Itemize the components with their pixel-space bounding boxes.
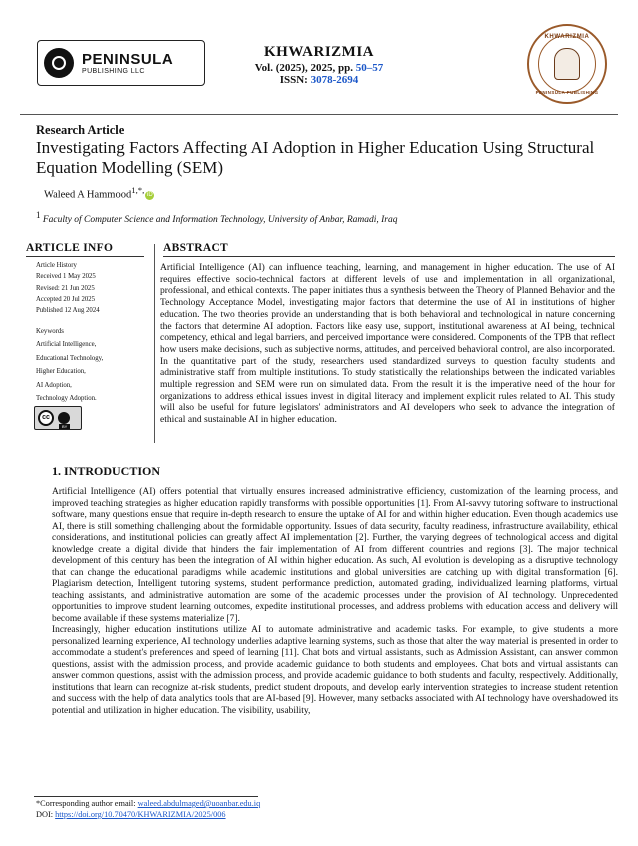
seal-top-text: KHWARIZMIA <box>544 34 590 40</box>
keyword-item: Artificial Intelligence, <box>36 341 97 349</box>
journal-seal-logo <box>527 24 607 104</box>
keywords-label: Keywords <box>36 328 64 335</box>
keyword-item: AI Adoption, <box>36 381 72 389</box>
corresponding-author: *Corresponding author email: waleed.abdulmaged@uoanbar.edu.iq <box>36 799 261 808</box>
author-name: Waleed A Hammood <box>44 189 132 201</box>
article-history <box>36 260 100 316</box>
affiliation <box>36 210 398 225</box>
history-line: Revised: 21 Jun 2025 <box>36 284 95 292</box>
seal-bottom-text: PENINSULA PUBLISHING <box>535 90 599 95</box>
attribution-person-icon <box>58 412 70 424</box>
abstract-text: Artificial Intelligence (AI) can influence teaching, learning, and management in higher education. The use of AI requires effective socio-technical factors at different levels of use and implementation in all organizational, professional, and ethical contexts. The paper initiates thus a synthesis between the Theory of Planned Behavior and the Technology Acceptance Model, investigating major factors that determine the use of AI in institutions of higher education. The two theories provide an understanding that is both behavioral and technological in nature concerning the factors that determine AI adoption. Factors like easy use, support, institutional awareness at AI being, technical competency, ethical and legal barriers, and perceived importance were considered. Components of the TPB that reflect how users make decisions, such as subjective norms, attitudes, and perceived behavioral control, are also incorporated. In the quantitative part of the study, researchers used standardized surveys to question faculty students and administrative staff from multiple institutions. To study statistically the relationships between the indicated variables multiple regression and SEM were run on simulated data. From the result it is the imperative need of the hour for organizations to address ethical issues invest in digital literacy and implement explicit rules related to AI. This study will also be useful for future legislators' administrators and AI developers who seek to advance the integration of ethical and sustainable AI in higher education. <box>160 262 615 426</box>
history-line: Received 1 May 2025 <box>36 273 96 281</box>
journal-name: KHWARIZMIA <box>263 44 374 60</box>
affiliation-superscript: 1 <box>36 210 41 220</box>
cc-by-license-badge[interactable] <box>34 406 82 430</box>
journal-issn-link[interactable]: 3078-2694 <box>310 74 359 86</box>
author-superscript: 1,*, <box>131 185 145 195</box>
doi-line: DOI: https://doi.org/10.70470/KHWARIZMIA/2025/006 <box>36 810 226 819</box>
cc-icon: cc <box>38 410 54 426</box>
journal-pages-link[interactable]: 50–57 <box>355 62 384 74</box>
article-info-divider <box>26 256 144 257</box>
license-by-label: BY <box>59 424 70 429</box>
paragraph: Artificial Intelligence (AI) offers potential that virtually ensures increased administrative efficiency, customization of the learning process, and improved teaching strategies as higher education rapidly transforms with possible opportunities [1]. From AI-savvy tutoring software to instructional software, many questions ensue that require in-depth research to ensure the uptake of AI for and within higher education. Even though academics use AI, there is still something challenging about the formidable opportunity. Issues of data security, faculty readiness, infrastructure availability, ethical considerations, and institutional policies can greatly affect AI implementation [2]. Further, the varying degrees of technological access and digital knowledge create a digital divide that hinders the fair implementation of AI from different countries and regions [3]. The major technical development of this century has been the integration of AI within higher education. As such, AI evolution is developing as a disruptive technology that can change the educational paradigms while academic institutions and global universities are catching up with digital transformation [6]. Plagiarism detection, Intelligent tutoring systems, student performance prediction, automated grading, individualized learning platforms, virtual teaching assistants, and administrative automation are some of the academic processes under the provision of AI technology. Unprecedented opportunities to improve student learning outcomes, expedite institutional processes, and address problems with education access and delivery will become available if these systems materialize [7]. <box>52 487 618 624</box>
article-title: Investigating Factors Affecting AI Adoption in Higher Education Using Structural Equation Modelling (SEM) <box>36 138 595 177</box>
abstract-divider <box>163 256 615 257</box>
header-divider <box>20 114 618 115</box>
keywords-block <box>36 325 103 405</box>
introduction-body <box>52 487 618 717</box>
history-line: Published 12 Aug 2024 <box>36 307 100 315</box>
author-email-link[interactable]: waleed.abdulmaged@uoanbar.edu.iq <box>137 799 261 808</box>
article-info-heading: ARTICLE INFO <box>26 242 114 254</box>
introduction-heading: 1. INTRODUCTION <box>52 464 161 478</box>
journal-volume: Vol. (2025), 2025, pp. 50–57 <box>254 62 384 74</box>
keyword-item: Technology Adoption. <box>36 395 97 403</box>
affiliation-text: Faculty of Computer Science and Information Technology, University of Anbar, Ramadi, Iraq <box>40 215 398 226</box>
paragraph: Increasingly, higher education institutions utilize AI to automate administrative and academic tasks. For example, to give students a more personalized learning experience, AI technology underlies adaptive learning systems, such as those that alter the way material is presented in order to accommodate a student's preferences and speed of learning [11]. Chat bots and virtual assistants, such as Admission Assistant, can answer common questions, assist with the admission process, and provide academic guidance to both students and employees. Chat bots and virtual assistants can answer common questions, assist with the admission process, and provide academic guidance to both students and faculty, respectively. Additionally, institutions that learn can recognize at-risk students, predict student dropouts, and develop early intervention strategies to increase student retention and success with the help of data analytics tools that are AI-based [9]. However, many setbacks associated with AI technology have overshadowed its potential and utilization in higher education. The visibility, usability, <box>52 625 618 716</box>
article-type: Research Article <box>36 123 125 137</box>
publisher-subtitle: PUBLISHING LLC <box>82 67 145 75</box>
publisher-name: PENINSULA <box>82 50 174 68</box>
author-line <box>44 185 154 201</box>
column-divider <box>154 244 155 443</box>
keyword-item: Higher Education, <box>36 368 86 376</box>
orcid-icon[interactable]: iD <box>147 191 153 198</box>
history-line: Accepted 20 Jul 2025 <box>36 295 96 303</box>
history-line: Article History <box>36 262 77 269</box>
doi-link[interactable]: https://doi.org/10.70470/KHWARIZMIA/2025/006 <box>55 810 226 819</box>
journal-issn: ISSN: 3078-2694 <box>279 74 359 86</box>
scholar-portrait-icon <box>554 48 580 80</box>
abstract-heading: ABSTRACT <box>163 242 229 254</box>
footnote-divider <box>34 796 258 797</box>
keyword-item: Educational Technology, <box>36 354 104 362</box>
footnote <box>36 798 260 820</box>
